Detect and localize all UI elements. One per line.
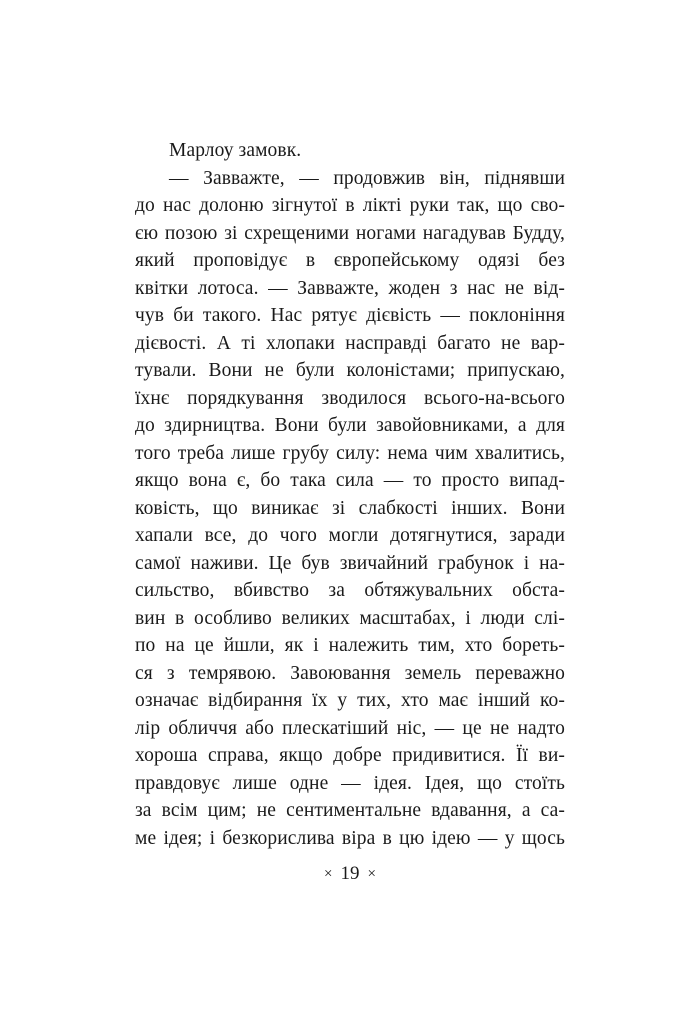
text-line: ме ідея; і безкорислива віра в цю ідею — у щось	[135, 827, 565, 849]
text-line: — Завважте, — продовжив він, піднявши	[169, 167, 565, 189]
text-line: ся з темрявою. Завоювання земель переважно	[135, 662, 565, 684]
folio-left-ornament: ×	[324, 866, 333, 882]
text-line: хороша справа, якщо добре придивитися. Її ви-	[135, 745, 565, 766]
text-line: по на це йшли, як і належить тим, хто бореть-	[135, 635, 565, 656]
text-line: чув би такого. Нас рятує дієвість — поклоніння	[135, 305, 565, 326]
text-line: дієвості. А ті хлопаки насправді багато не вар-	[135, 332, 565, 354]
text-line: їхнє порядкування зводилося всього-на-всього	[135, 387, 565, 409]
text-line: Марлоу замовк.	[169, 140, 302, 161]
folio-right-ornament: ×	[367, 866, 376, 882]
text-line: вин в особливо великих масштабах, і люди слі-	[135, 607, 565, 629]
text-line: єю позою зі схрещеними ногами нагадував Будду,	[135, 222, 565, 244]
text-line: квітки лотоса. — Завважте, жоден з нас не від-	[135, 277, 565, 299]
text-line: ковість, що виникає зі слабкості інших. Вони	[135, 497, 565, 519]
text-line: за всім цим; не сентиментальне вдавання, а са-	[135, 800, 565, 821]
text-line: хапали все, до чого могли дотягнутися, заради	[135, 525, 565, 546]
text-line: тували. Вони не були колоністами; припускаю,	[135, 360, 565, 381]
text-line: самої наживи. Це був звичайний грабунок і на-	[135, 552, 565, 574]
text-line: лір обличчя або плескатіший ніс, — це не надто	[135, 717, 565, 739]
text-line: до нас долоню зігнутої в лікті руки так, що сво-	[135, 195, 565, 216]
text-line: означає відбирання їх у тих, хто має інший ко-	[135, 690, 565, 711]
body-text	[135, 137, 565, 852]
text-line: до здирництва. Вони були завойовниками, а для	[135, 415, 565, 436]
page-number: 19	[340, 863, 360, 884]
text-line: сильство, вбивство за обтяжувальних обста-	[135, 580, 565, 601]
text-line: правдовує лише одне — ідея. Ідея, що стоїть	[135, 772, 565, 794]
text-line: якщо вона є, бо така сила — то просто випад-	[135, 470, 565, 491]
text-line: того треба лише грубу силу: нема чим хвалитись,	[135, 442, 565, 464]
text-line: який проповідує в європейському одязі без	[135, 250, 565, 271]
page-number-footer	[0, 862, 700, 886]
